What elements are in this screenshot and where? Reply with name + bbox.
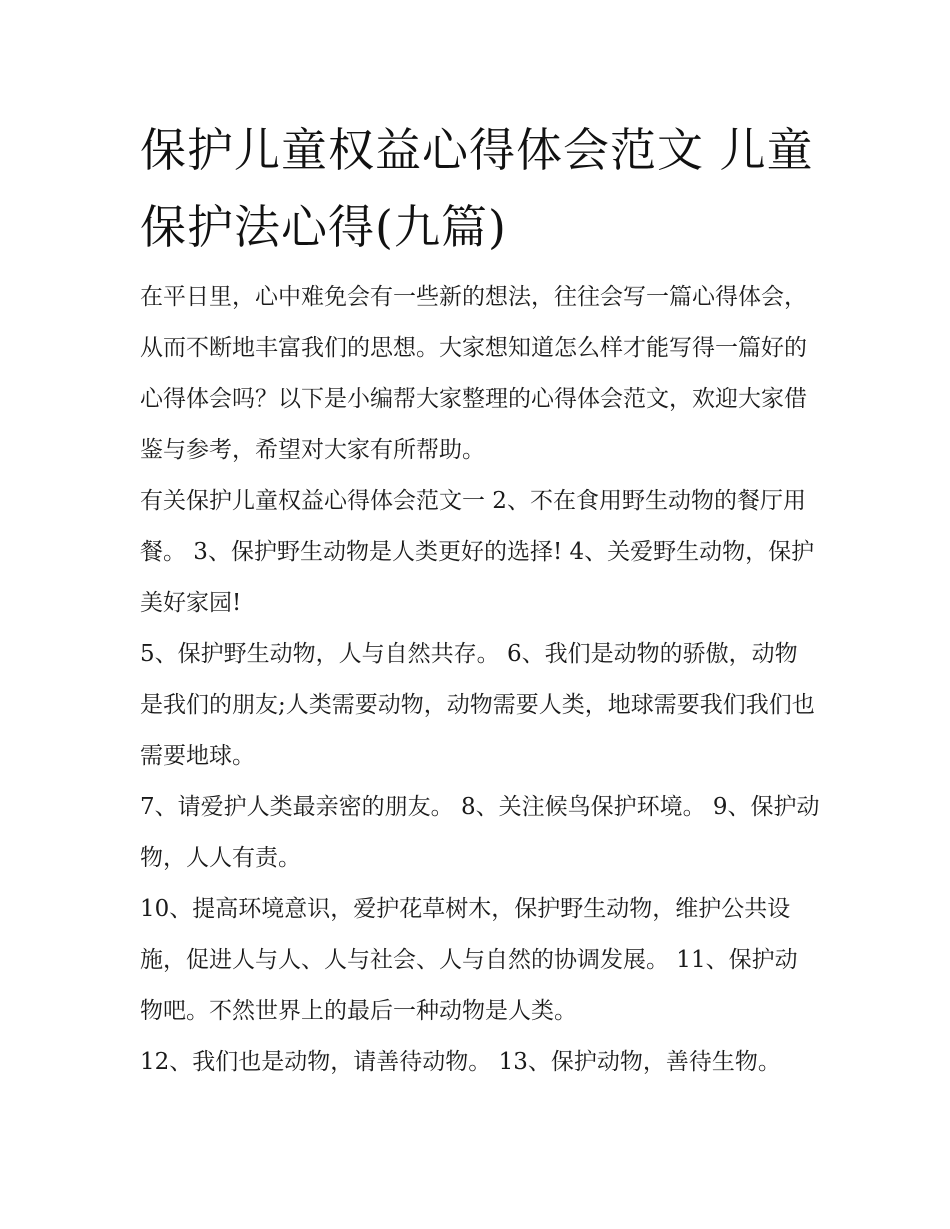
paragraph-2: 5、保护野生动物，人与自然共存。 6、我们是动物的骄傲，动物是我们的朋友;人类需要动物，动物需要人类，地球需要我们我们也需要地球。 [140, 641, 815, 769]
document-title: 保护儿童权益心得体会范文 儿童保护法心得(九篇) [140, 123, 814, 254]
paragraph-3: 7、请爱护人类最亲密的朋友。 8、关注候鸟保护环境。 9、保护动物，人人有责。 [140, 794, 820, 871]
paragraph-intro: 在平日里，心中难免会有一些新的想法，往往会写一篇心得体会，从而不断地丰富我们的思想。大家想知道怎么样才能写得一篇好的心得体会吗？以下是小编帮大家整理的心得体会范文，欢迎大家借鉴与参考，希望对大家有所帮助。 [140, 284, 807, 463]
document-page [140, 112, 820, 1088]
paragraph-5: 12、我们也是动物，请善待动物。 13、保护动物，善待生物。 [140, 1049, 781, 1075]
paragraph-4: 10、提高环境意识，爱护花草树木，保护野生动物，维护公共设施，促进人与人、人与社会、人与自然的协调发展。 11、保护动物吧。不然世界上的最后一种动物是人类。 [140, 896, 798, 1024]
paragraph-1: 有关保护儿童权益心得体会范文一 2、不在食用野生动物的餐厅用餐。 3、保护野生动物是人类更好的选择! 4、关爱野生动物，保护美好家园! [140, 488, 815, 616]
